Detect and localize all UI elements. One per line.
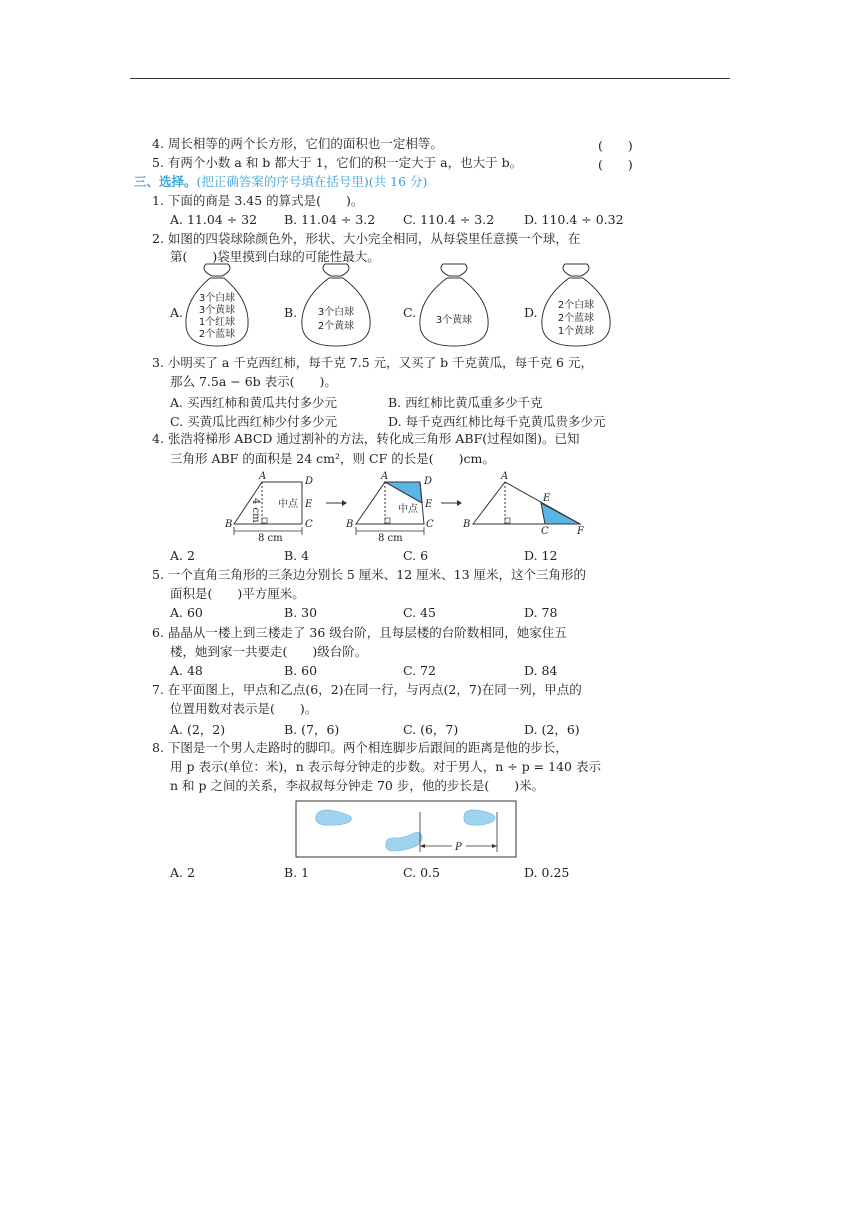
fig2-label-e: E bbox=[425, 499, 433, 510]
step-length-label: P bbox=[455, 842, 462, 853]
q1-stem: 1. 下面的商是 3.45 的算式是( )。 bbox=[152, 193, 364, 208]
fig3-label-f: F bbox=[577, 526, 584, 537]
bag-b-line2: 2个黄球 bbox=[317, 321, 355, 332]
q7-option-c: C. (6，7) bbox=[403, 722, 459, 737]
q5-stem-line1: 5. 一个直角三角形的三条边分别长 5 厘米、12 厘米、13 厘米，这个三角形的 bbox=[152, 567, 587, 582]
fig1-base: 8 cm bbox=[258, 533, 283, 544]
q7-option-a: A. (2，2) bbox=[170, 722, 226, 737]
fig2-base: 8 cm bbox=[378, 533, 403, 544]
fig3-label-e: E bbox=[543, 493, 551, 504]
q8-option-d: D. 0.25 bbox=[524, 865, 570, 880]
q8-option-a: A. 2 bbox=[170, 865, 195, 880]
q1-option-c: C. 110.4 ÷ 3.2 bbox=[403, 212, 495, 227]
q1-option-a: A. 11.04 ÷ 32 bbox=[170, 212, 258, 227]
bag-c-label: C. bbox=[403, 305, 417, 320]
q5-option-a: A. 60 bbox=[170, 605, 203, 620]
q5-option-c: C. 45 bbox=[403, 605, 436, 620]
fig2-label-c: C bbox=[426, 519, 434, 530]
q6-option-b: B. 60 bbox=[284, 663, 318, 678]
q4-option-b: B. 4 bbox=[284, 548, 310, 563]
judge-q4: 4. 周长相等的两个长方形，它们的面积也一定相等。 bbox=[152, 136, 443, 151]
q2-stem-line2: 第( )袋里摸到白球的可能性最大。 bbox=[170, 249, 380, 264]
q2-stem-line1: 2. 如图的四袋球除颜色外，形状、大小完全相同，从每袋里任意摸一个球，在 bbox=[152, 231, 581, 246]
q7-stem-line1: 7. 在平面图上，甲点和乙点(6，2)在同一行，与丙点(2，7)在同一列，甲点的 bbox=[152, 682, 582, 697]
fig3-label-b: B bbox=[463, 519, 471, 530]
q8-stem-line3: n 和 p 之间的关系，李叔叔每分钟走 70 步，他的步长是( )米。 bbox=[170, 778, 545, 793]
bag-a-label: A. bbox=[170, 305, 184, 320]
q3-stem-line2: 那么 7.5a − 6b 表示( )。 bbox=[170, 374, 337, 389]
bag-d-line3: 1个黄球 bbox=[557, 326, 595, 337]
bag-d-line1: 2个白球 bbox=[557, 300, 595, 311]
q6-option-a: A. 48 bbox=[170, 663, 203, 678]
q6-stem-line2: 楼，她到家一共要走( )级台阶。 bbox=[170, 644, 368, 659]
q4-stem-line2: 三角形 ABF 的面积是 24 cm²，则 CF 的长是( )cm。 bbox=[170, 451, 495, 466]
bag-a-line2: 3个黄球 bbox=[198, 305, 236, 316]
judge-q5-paren: ( ) bbox=[598, 157, 633, 172]
q5-stem-line2: 面积是( )平方厘米。 bbox=[170, 586, 305, 601]
fig2-label-d: D bbox=[424, 476, 433, 487]
q6-option-d: D. 84 bbox=[524, 663, 558, 678]
judge-q4-paren: ( ) bbox=[598, 138, 633, 153]
bag-a-line3: 1个红球 bbox=[198, 317, 236, 328]
q7-option-d: D. (2，6) bbox=[524, 722, 580, 737]
q5-option-d: D. 78 bbox=[524, 605, 558, 620]
q3-option-b: B. 西红柿比黄瓜重多少千克 bbox=[388, 395, 543, 410]
q4-option-a: A. 2 bbox=[170, 548, 195, 563]
q8-stem-line2: 用 p 表示(单位：米)，n 表示每分钟走的步数。对于男人，n ÷ p = 140 表示 bbox=[170, 759, 601, 774]
q3-option-d: D. 每千克西红柿比每千克黄瓜贵多少元 bbox=[388, 414, 606, 429]
q5-option-b: B. 30 bbox=[284, 605, 318, 620]
q8-option-b: B. 1 bbox=[284, 865, 310, 880]
fig2-label-a: A bbox=[381, 471, 389, 482]
q1-option-d: D. 110.4 ÷ 0.32 bbox=[524, 212, 624, 227]
bag-c-line1: 3个黄球 bbox=[435, 315, 473, 326]
q7-option-b: B. (7，6) bbox=[284, 722, 340, 737]
bag-a-line1: 3个白球 bbox=[198, 293, 236, 304]
footprint-icon-2 bbox=[386, 832, 422, 851]
fig1-label-c: C bbox=[305, 519, 313, 530]
q3-option-c: C. 买黄瓜比西红柿少付多少元 bbox=[170, 414, 338, 429]
fig1-label-d: D bbox=[305, 476, 314, 487]
bag-d-label: D. bbox=[524, 305, 538, 320]
q3-stem-line1: 3. 小明买了 a 千克西红柿，每千克 7.5 元，又买了 b 千克黄瓜，每千克 6 元， bbox=[152, 355, 593, 370]
fig2-label-b: B bbox=[346, 519, 354, 530]
q4-stem-line1: 4. 张浩将梯形 ABCD 通过割补的方法，转化成三角形 ABF(过程如图)。已知 bbox=[152, 431, 580, 446]
judge-q5: 5. 有两个小数 a 和 b 都大于 1，它们的积一定大于 a，也大于 b。 bbox=[152, 155, 523, 170]
bag-b-label: B. bbox=[284, 305, 298, 320]
section-title-text: 三、选择。 bbox=[134, 174, 197, 189]
bag-a-line4: 2个蓝球 bbox=[198, 329, 236, 340]
q6-stem-line1: 6. 晶晶从一楼上到三楼走了 36 级台阶，且每层楼的台阶数相同，她家住五 bbox=[152, 625, 567, 640]
footprint-icon-1 bbox=[316, 810, 352, 825]
q8-option-c: C. 0.5 bbox=[403, 865, 440, 880]
q3-option-a: A. 买西红柿和黄瓜共付多少元 bbox=[170, 395, 337, 410]
fig3-label-a: A bbox=[501, 471, 509, 482]
q8-stem-line1: 8. 下图是一个男人走路时的脚印。两个相连脚步后跟间的距离是他的步长， bbox=[152, 740, 568, 755]
fig1-height: 4 cm bbox=[250, 498, 261, 523]
footprint-icon-3 bbox=[464, 810, 495, 825]
q1-option-b: B. 11.04 ÷ 3.2 bbox=[284, 212, 376, 227]
q4-option-c: C. 6 bbox=[403, 548, 429, 563]
bag-d-line2: 2个蓝球 bbox=[557, 313, 595, 324]
fig3-label-c: C bbox=[541, 526, 549, 537]
q7-stem-line2: 位置用数对表示是( )。 bbox=[170, 701, 318, 716]
q6-option-c: C. 72 bbox=[403, 663, 436, 678]
fig1-label-a: A bbox=[259, 471, 267, 482]
fig1-label-b: B bbox=[225, 519, 233, 530]
fig2-midpoint: 中点 bbox=[398, 504, 418, 515]
bag-b-line1: 3个白球 bbox=[317, 307, 355, 318]
fig1-midpoint: 中点 bbox=[278, 499, 298, 510]
fig1-label-e: E bbox=[305, 499, 313, 510]
q4-option-d: D. 12 bbox=[524, 548, 558, 563]
section-note: (把正确答案的序号填在括号里)(共 16 分) bbox=[196, 174, 428, 189]
